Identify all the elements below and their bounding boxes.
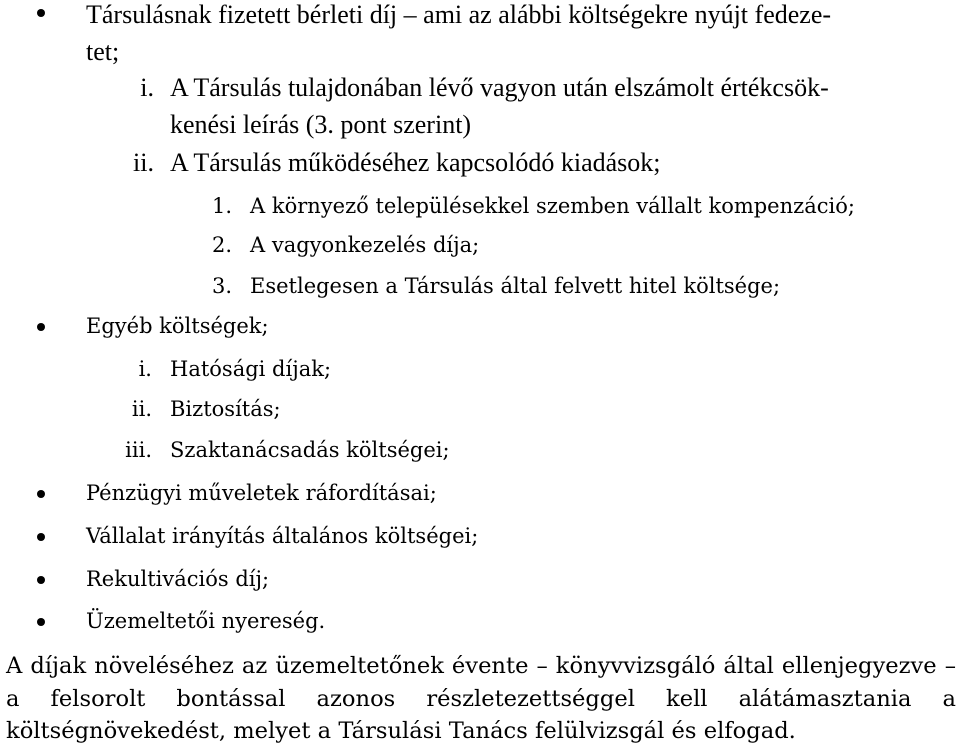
bullet-marker xyxy=(37,323,45,331)
list-item-text: Üzemeltetői nyereség. xyxy=(86,609,326,633)
list-item-text: Szaktanácsadás költségei; xyxy=(170,438,450,462)
list-marker: 1. xyxy=(211,194,232,218)
list-item-text: Hatósági díjak; xyxy=(170,357,332,381)
list-item-text: Biztosítás; xyxy=(170,397,281,421)
list-item-text: kenési leírás (3. pont szerint) xyxy=(170,110,472,139)
list-marker: ii. xyxy=(133,148,154,177)
list-item-text: A Társulás működéséhez kapcsolódó kiadások; xyxy=(170,148,661,177)
list-item-text: tet; xyxy=(86,37,120,66)
bullet-marker xyxy=(37,576,45,584)
list-marker: ii. xyxy=(131,397,152,421)
list-item-text: Rekultivációs díj; xyxy=(86,567,270,591)
list-item-text: A Társulás tulajdonában lévő vagyon után elszámolt értékcsök- xyxy=(170,73,829,102)
list-marker: 3. xyxy=(211,274,232,298)
list-item-text: Esetlegesen a Társulás által felvett hitel költsége; xyxy=(250,274,781,298)
list-marker: 2. xyxy=(211,233,232,257)
list-item-text: A vagyonkezelés díja; xyxy=(250,233,480,257)
list-item-text: Egyéb költségek; xyxy=(86,314,269,338)
body-paragraph: A díjak növeléséhez az üzemeltetőnek évente – könyvvizsgáló által ellenjegyezve – a felsorolt bontással azonos részletezettséggel kell alátámasztania a költségnövekedést, melyet a Társulási Tanács felülvizsgál és elfogad. xyxy=(6,653,956,744)
list-item-text: Vállalat irányítás általános költségei; xyxy=(86,524,479,548)
list-marker: iii. xyxy=(125,438,152,462)
list-item-text: Pénzügyi műveletek ráfordításai; xyxy=(86,481,437,505)
list-marker: i. xyxy=(140,73,154,102)
bullet-marker xyxy=(37,533,45,541)
list-item-text: Társulásnak fizetett bérleti díj – ami az alábbi költségekre nyújt fedeze- xyxy=(86,0,832,29)
list-marker: i. xyxy=(138,357,152,381)
bullet-marker xyxy=(37,9,45,17)
bullet-marker xyxy=(37,618,45,626)
bullet-marker xyxy=(37,490,45,498)
list-item-text: A környező településekkel szemben vállalt kompenzáció; xyxy=(250,194,855,218)
